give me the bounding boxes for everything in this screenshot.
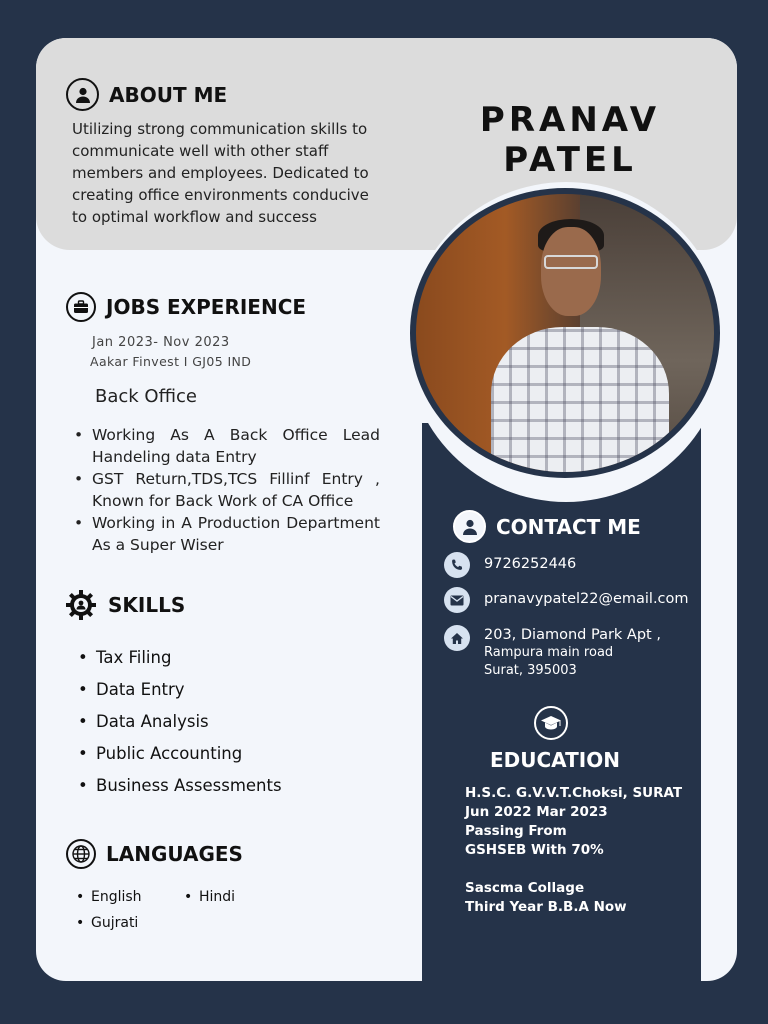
list-item: • Data Analysis — [78, 710, 282, 742]
contact-phone — [444, 552, 576, 578]
language-item: • Gujrati — [76, 915, 138, 931]
education-line: Third Year B.B.A Now — [465, 899, 627, 915]
home-icon — [444, 625, 470, 651]
about-text: Utilizing strong communication skills to communicate well with other staff members and employees. Dedicated to creating office environments conducive to optimal workflow and success — [72, 120, 369, 226]
phone-icon — [444, 552, 470, 578]
email-address[interactable]: pranavypatel22@email.com — [484, 591, 689, 607]
languages-heading-label: LANGUAGES — [106, 842, 243, 866]
education-details — [465, 784, 725, 917]
language-item: • Hindi — [184, 889, 235, 905]
job-company: Aakar Finvest I GJ05 IND — [90, 354, 252, 369]
about-heading-label: ABOUT ME — [109, 82, 228, 107]
address-line: Rampura main road — [484, 645, 614, 660]
education-line: H.S.C. G.V.V.T.Choksi, SURAT — [465, 785, 683, 801]
contact-heading-label: CONTACT ME — [496, 514, 641, 539]
globe-icon — [66, 839, 96, 869]
contact-email — [444, 587, 689, 613]
resume-card — [36, 38, 737, 981]
job-role: Back Office — [95, 386, 197, 407]
job-bullets — [74, 424, 380, 556]
education-line: Passing From — [465, 823, 567, 839]
job-date: Jan 2023- Nov 2023 — [92, 335, 230, 350]
skills-heading-label: SKILLS — [108, 593, 186, 617]
mail-icon — [444, 587, 470, 613]
education-heading: EDUCATION — [490, 748, 620, 772]
jobs-heading — [66, 292, 306, 322]
skills-list — [78, 646, 282, 806]
skills-heading — [64, 588, 185, 622]
about-heading — [66, 78, 227, 111]
list-item: • Business Assessments — [78, 774, 282, 806]
list-item: • Tax Filing — [78, 646, 282, 678]
person-icon — [453, 510, 486, 543]
education-line: Sascma Collage — [465, 880, 585, 896]
contact-heading — [453, 510, 641, 543]
address-line: Surat, 395003 — [484, 663, 577, 678]
contact-address — [444, 625, 661, 680]
education-line: GSHSEB With 70% — [465, 842, 604, 858]
phone-number[interactable]: 9726252446 — [484, 556, 577, 572]
list-item: • Data Entry — [78, 678, 282, 710]
languages-heading — [66, 839, 243, 869]
person-icon — [66, 78, 99, 111]
list-item: • Working in A Production Department As a Super Wiser — [74, 512, 380, 556]
briefcase-icon — [66, 292, 96, 322]
gear-person-icon — [64, 588, 98, 622]
jobs-heading-label: JOBS EXPERIENCE — [106, 295, 307, 319]
person-name: PRANAV PATEL — [479, 100, 661, 180]
profile-photo — [410, 188, 720, 478]
list-item: • GST Return,TDS,TCS Fillinf Entry , Known for Back Work of CA Office — [74, 468, 380, 512]
list-item: • Working As A Back Office Lead Handeling data Entry — [74, 424, 380, 468]
list-item: • Public Accounting — [78, 742, 282, 774]
language-item: • English — [76, 889, 142, 905]
graduation-cap-icon — [534, 706, 568, 740]
address-line: 203, Diamond Park Apt , — [484, 627, 661, 643]
education-line: Jun 2022 Mar 2023 — [465, 804, 608, 820]
